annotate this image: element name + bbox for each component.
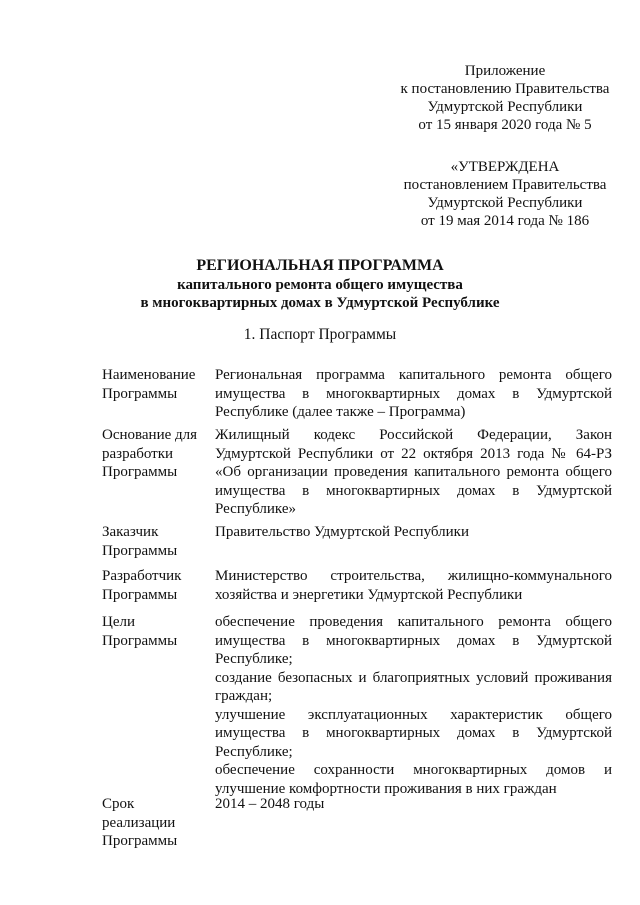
value-line: граждан;	[215, 688, 273, 704]
value-line: обеспечение сохранности многоквартирных домов и	[215, 762, 612, 778]
approved-line: от 19 мая 2014 года № 186	[420, 213, 590, 229]
label-line: Программы	[102, 833, 178, 849]
passport-label	[102, 613, 212, 650]
title-line-2: капитального ремонта общего имущества	[177, 277, 463, 293]
value-line: создание безопасных и благоприятных условий проживания	[215, 669, 612, 686]
label-line: Срок	[102, 796, 135, 812]
passport-value	[215, 567, 612, 604]
approved-line: «УТВЕРЖДЕНА	[450, 159, 560, 175]
label-line: Программы	[102, 586, 178, 603]
passport-label	[102, 567, 212, 604]
approved-line: постановлением Правительства	[403, 177, 607, 193]
value-line: имущества в многоквартирных домах в Удмуртской	[215, 482, 612, 499]
value-line: Правительство Удмуртской Республики	[215, 524, 469, 540]
passport-label	[102, 795, 212, 851]
passport-label	[102, 523, 212, 560]
approved-header	[390, 158, 620, 230]
passport-label	[102, 426, 212, 482]
value-line: обеспечение проведения капитального ремонта общего	[215, 614, 612, 630]
value-line: улучшение комфортности проживания в них граждан	[215, 780, 557, 797]
value-line: хозяйства и энергетики Удмуртской Республики	[215, 586, 523, 603]
value-line: Республике;	[215, 743, 293, 760]
label-line: Заказчик	[102, 524, 159, 540]
approved-line: Удмуртской Республики	[427, 195, 583, 211]
label-line: Программы	[102, 632, 178, 649]
passport-value	[215, 795, 612, 814]
value-line: Региональная программа капитального ремонта общего	[215, 367, 612, 383]
label-line: Программы	[102, 385, 178, 402]
passport-label	[102, 366, 212, 403]
program-title	[0, 256, 640, 312]
value-line: Жилищный кодекс Российской Федерации, Закон	[215, 427, 612, 443]
title-line-3: в многоквартирных домах в Удмуртской Республике	[140, 295, 500, 311]
value-line: Республике (далее также – Программа)	[215, 404, 466, 420]
label-line: Программы	[102, 464, 178, 480]
label-line: Наименование	[102, 367, 196, 383]
value-line: имущества в многоквартирных домах в Удмуртской	[215, 632, 612, 649]
appendix-line: Приложение	[464, 63, 546, 79]
value-line: имущества в многоквартирных домах в Удмуртской	[215, 725, 612, 741]
appendix-line: от 15 января 2020 года № 5	[418, 117, 592, 133]
value-line: Республике;	[215, 651, 293, 667]
title-line-1: РЕГИОНАЛЬНАЯ ПРОГРАММА	[196, 257, 444, 274]
value-line: Республике»	[215, 501, 297, 517]
passport-value	[215, 366, 612, 422]
label-line: разработки	[102, 445, 174, 462]
appendix-line: к постановлению Правительства	[400, 81, 610, 97]
passport-value	[215, 426, 612, 519]
value-line: 2014 – 2048 годы	[215, 796, 325, 812]
value-line: имущества в многоквартирных домах в Удмуртской	[215, 385, 612, 402]
value-line: Министерство строительства, жилищно-коммунального	[215, 568, 612, 584]
label-line: Основание для	[102, 427, 198, 443]
value-line: «Об организации проведения капитального ремонта общего	[215, 464, 612, 480]
value-line: улучшение эксплуатационных характеристик общего	[215, 706, 612, 723]
label-line: реализации	[102, 814, 176, 831]
label-line: Программы	[102, 542, 178, 559]
appendix-header	[390, 62, 620, 134]
passport-value	[215, 523, 612, 542]
value-line: Удмуртской Республики от 22 октября 2013 года № 64-РЗ	[215, 445, 612, 462]
passport-value	[215, 613, 612, 798]
label-line: Разработчик	[102, 568, 182, 584]
appendix-line: Удмуртской Республики	[427, 99, 583, 115]
label-line: Цели	[102, 614, 136, 630]
section-heading: 1. Паспорт Программы	[243, 326, 397, 343]
